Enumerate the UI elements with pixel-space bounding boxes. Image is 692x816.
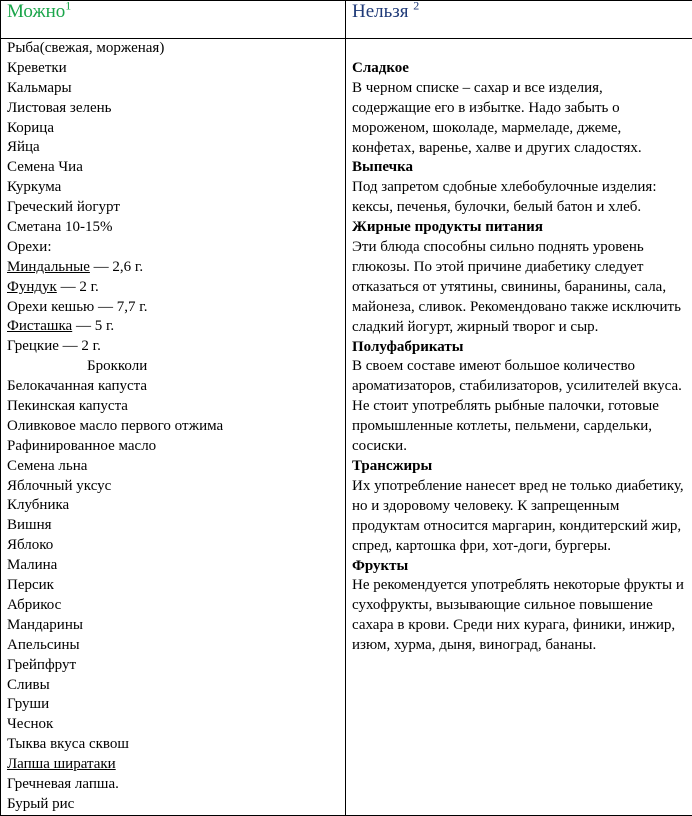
allowed-item-text: Абрикос — [7, 597, 61, 613]
nut-name: Миндальные — [7, 259, 90, 275]
allowed-item — [7, 775, 339, 795]
allowed-item-text: Сливы — [7, 677, 50, 693]
allowed-item — [7, 676, 339, 696]
forbidden-header — [346, 1, 692, 39]
section-title: Трансжиры — [352, 457, 686, 477]
nut-name: Фундук — [7, 279, 57, 295]
allowed-item-text: Яйца — [7, 139, 40, 155]
allowed-item-text: Груши — [7, 696, 49, 712]
allowed-item — [7, 39, 339, 59]
allowed-item — [7, 178, 339, 198]
nut-amount: — 2,6 г. — [90, 259, 143, 275]
allowed-item-text: Листовая зелень — [7, 100, 112, 116]
allowed-item — [7, 357, 339, 377]
allowed-item-text: Рыба(свежая, морженая) — [7, 40, 164, 56]
allowed-item — [7, 656, 339, 676]
allowed-item-text: Мандарины — [7, 617, 83, 633]
allowed-item-text: Белокачанная капуста — [7, 378, 147, 394]
allowed-item — [7, 755, 339, 775]
section-title: Выпечка — [352, 158, 686, 178]
forbidden-title: Нельзя — [352, 1, 409, 22]
nut-amount: — 7,7 г. — [94, 299, 147, 315]
allowed-item-text: Гречневая лапша. — [7, 776, 119, 792]
top-spacer — [352, 39, 686, 59]
nut-name: Орехи кешью — [7, 299, 94, 315]
allowed-item-text: Бурый рис — [7, 796, 74, 812]
allowed-item — [7, 238, 339, 258]
allowed-item — [7, 715, 339, 735]
allowed-item-text: Чеснок — [7, 716, 53, 732]
header-row — [1, 1, 692, 39]
allowed-header — [1, 1, 346, 39]
allowed-item — [7, 138, 339, 158]
forbidden-sections — [352, 59, 686, 656]
nut-name: Грецкие — [7, 338, 59, 354]
section-title: Жирные продукты питания — [352, 218, 686, 238]
allowed-item — [7, 516, 339, 536]
allowed-item — [7, 576, 339, 596]
allowed-item-text: Брокколи — [87, 358, 147, 374]
content-row — [1, 39, 692, 816]
allowed-item — [7, 79, 339, 99]
allowed-item-text: Семена льна — [7, 458, 87, 474]
allowed-item-text: Рафинированное масло — [7, 438, 156, 454]
allowed-item-text: Оливковое масло первого отжима — [7, 418, 223, 434]
allowed-item — [7, 158, 339, 178]
allowed-item-text: Вишня — [7, 517, 52, 533]
allowed-item — [7, 218, 339, 238]
allowed-item — [7, 59, 339, 79]
allowed-item — [7, 695, 339, 715]
allowed-title: Можно — [7, 1, 65, 22]
allowed-list — [1, 39, 346, 816]
allowed-item — [7, 298, 339, 318]
allowed-item-text: Кальмары — [7, 80, 72, 96]
allowed-item — [7, 437, 339, 457]
allowed-item-text: Малина — [7, 557, 57, 573]
allowed-item — [7, 317, 339, 337]
section-body: Их употребление нанесет вред не только диабетику, но и здоровому человеку. К запрещенным продуктам относится маргарин, кондитерский жир, спред, картошка фри, хот-доги, бургеры. — [352, 477, 686, 557]
section-body: Под запретом сдобные хлебобулочные изделия: кексы, печенья, булочки, белый батон и хлеб. — [352, 178, 686, 218]
allowed-item — [7, 278, 339, 298]
allowed-item-text: Яблоко — [7, 537, 53, 553]
allowed-item-text: Орехи: — [7, 239, 52, 255]
section-body: В черном списке – сахар и все изделия, содержащие его в избытке. Надо забыть о мороженом, шоколаде, мармеладе, джеме, конфетах, варенье, халве и других сладостях. — [352, 79, 686, 159]
allowed-item-text: Корица — [7, 120, 54, 136]
nut-amount: — 2 г. — [57, 279, 99, 295]
allowed-item — [7, 735, 339, 755]
forbidden-footnote-mark: 2 — [413, 0, 419, 13]
allowed-item-text: Апельсины — [7, 637, 80, 653]
allowed-item — [7, 596, 339, 616]
section-title: Сладкое — [352, 59, 686, 79]
allowed-item — [7, 536, 339, 556]
allowed-item — [7, 795, 339, 815]
nut-amount: — 5 г. — [72, 318, 114, 334]
allowed-item-text: Грейпфрут — [7, 657, 76, 673]
allowed-item — [7, 337, 339, 357]
allowed-item-text: Греческий йогурт — [7, 199, 120, 215]
allowed-item — [7, 397, 339, 417]
allowed-item — [7, 119, 339, 139]
section-title: Фрукты — [352, 557, 686, 577]
section-body: Эти блюда способны сильно поднять уровень глюкозы. По этой причине диабетику следует отказаться от утятины, свинины, баранины, сала, майонеза, сливок. Рекомендовано также исключить сладкий йогурт, жирный творог и сыр. — [352, 238, 686, 338]
allowed-item-text: Яблочный уксус — [7, 478, 111, 494]
allowed-footnote-mark: 1 — [65, 0, 71, 13]
allowed-item-text: Персик — [7, 577, 54, 593]
nut-amount: — 2 г. — [59, 338, 101, 354]
section-body: Не рекомендуется употреблять некоторые фрукты и сухофрукты, вызывающие сильное повышение сахара в крови. Среди них курага, финики, инжир, изюм, хурма, дыня, виноград, бананы. — [352, 576, 686, 656]
allowed-item-text: Семена Чиа — [7, 159, 83, 175]
forbidden-list — [346, 39, 692, 816]
allowed-item-text: Тыква вкуса сквош — [7, 736, 129, 752]
allowed-item — [7, 457, 339, 477]
allowed-item — [7, 616, 339, 636]
allowed-item-text: Куркума — [7, 179, 61, 195]
allowed-item — [7, 417, 339, 437]
allowed-item — [7, 496, 339, 516]
allowed-item — [7, 258, 339, 278]
section-body: В своем составе имеют большое количество ароматизаторов, стабилизаторов, усилителей вкуса. Не стоит употреблять рыбные палочки, готовые промышленные котлеты, пельмени, сардельки, сосиски. — [352, 357, 686, 457]
allowed-item — [7, 477, 339, 497]
nut-name: Фисташка — [7, 318, 72, 334]
section-title: Полуфабрикаты — [352, 338, 686, 358]
allowed-item — [7, 198, 339, 218]
allowed-item-text: Пекинская капуста — [7, 398, 128, 414]
allowed-item — [7, 377, 339, 397]
allowed-item-text: Креветки — [7, 60, 67, 76]
allowed-item — [7, 556, 339, 576]
allowed-item — [7, 99, 339, 119]
allowed-item-text: Клубника — [7, 497, 69, 513]
allowed-item-text: Лапша ширатаки — [7, 756, 116, 772]
allowed-item-text: Сметана 10-15% — [7, 219, 112, 235]
allowed-item — [7, 636, 339, 656]
